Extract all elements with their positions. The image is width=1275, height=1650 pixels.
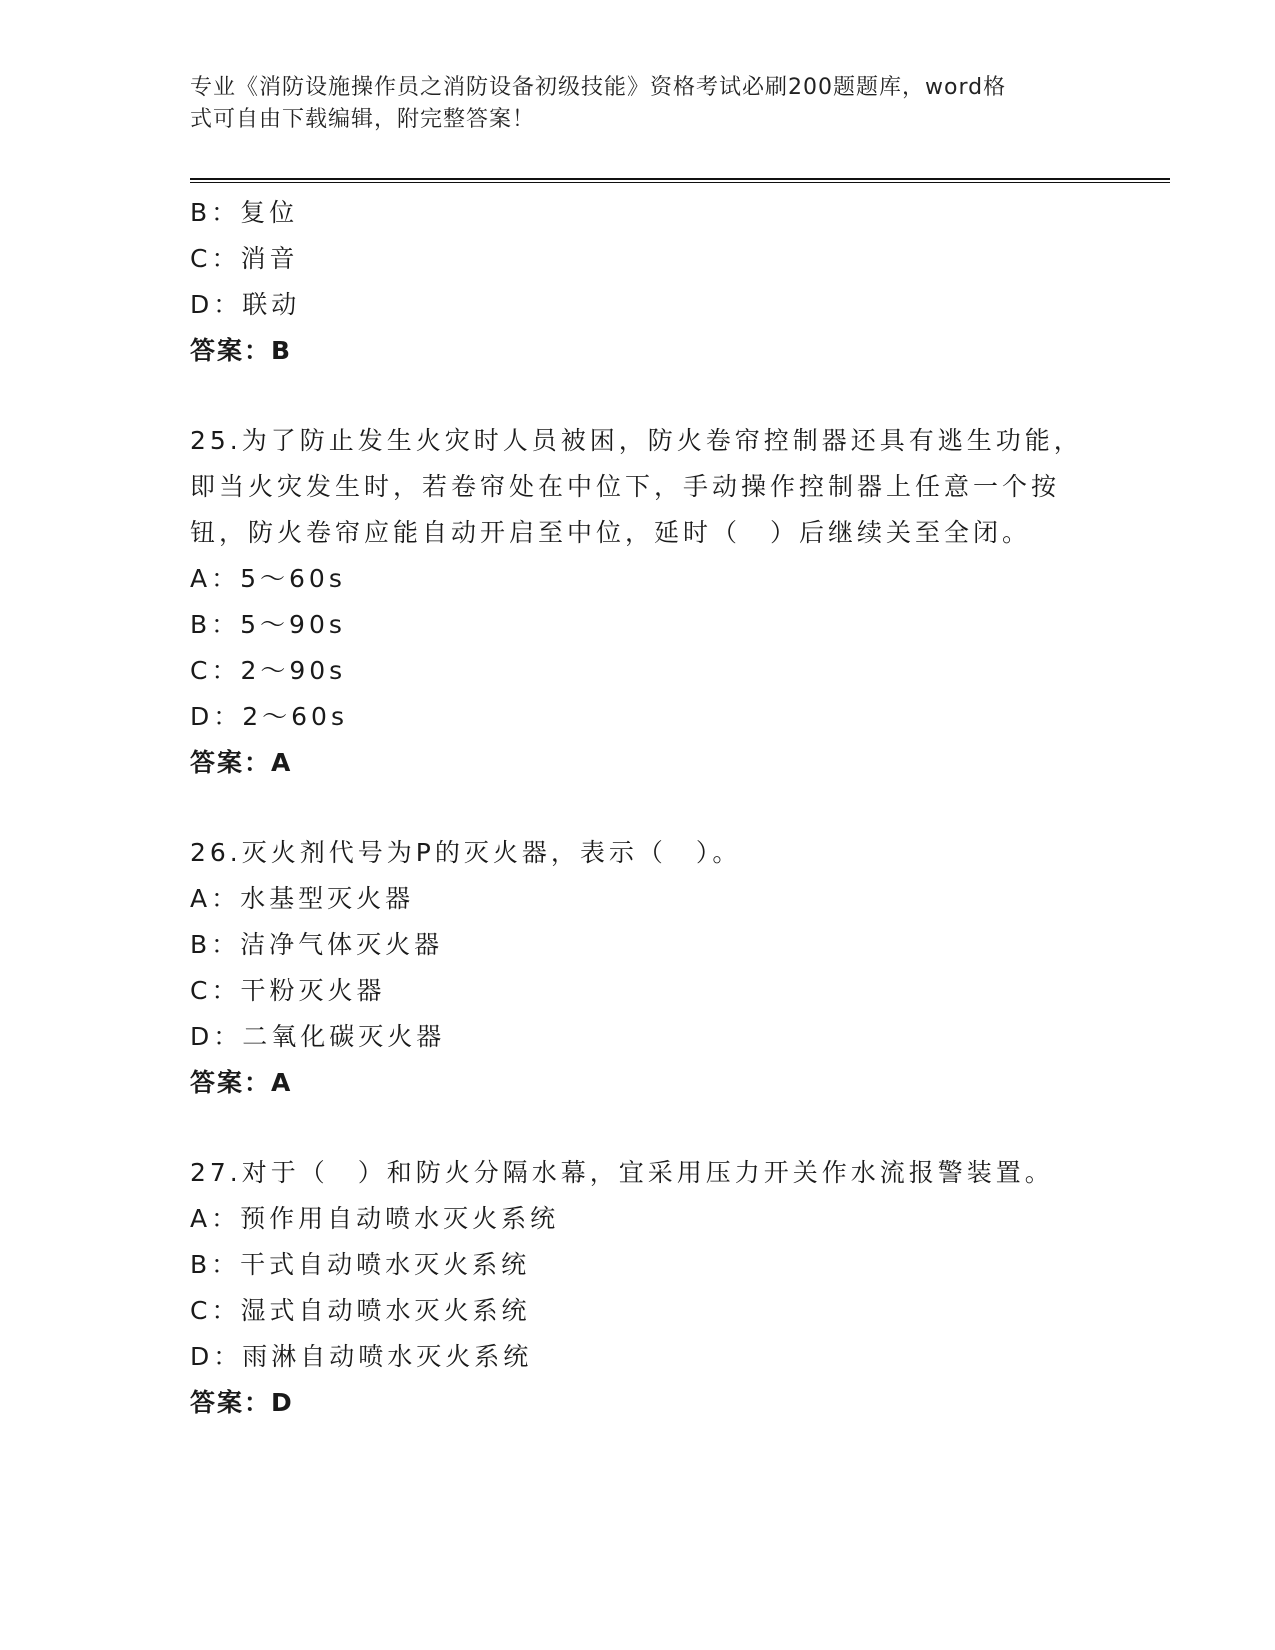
option-b: B：5～90s xyxy=(190,610,346,639)
question-25 xyxy=(190,418,1090,786)
option-c: C：干粉灭火器 xyxy=(190,976,386,1005)
option-b: B：复位 xyxy=(190,198,299,227)
question-27 xyxy=(190,1150,1090,1426)
header-line-2: 式可自由下载编辑，附完整答案！ xyxy=(190,107,536,132)
question-24 xyxy=(190,190,1090,374)
question-stem: 27.对于（ ）和防火分隔水幕，宜采用压力开关作水流报警装置。 xyxy=(190,1158,1054,1187)
option-c: C：湿式自动喷水灭火系统 xyxy=(190,1296,531,1325)
option-a: A：水基型灭火器 xyxy=(190,884,415,913)
question-stem: 钮，防火卷帘应能自动开启至中位，延时（ ）后继续关至全闭。 xyxy=(190,518,1032,547)
option-b: B：干式自动喷水灭火系统 xyxy=(190,1250,531,1279)
page-header xyxy=(190,72,1080,136)
option-d: D：联动 xyxy=(190,290,301,319)
question-26 xyxy=(190,830,1090,1106)
option-d: D：雨淋自动喷水灭火系统 xyxy=(190,1342,533,1371)
option-c: C：消音 xyxy=(190,244,299,273)
question-stem: 25.为了防止发生火灾时人员被困，防火卷帘控制器还具有逃生功能， xyxy=(190,426,1083,455)
answer: 答案：A xyxy=(190,748,293,777)
answer: 答案：A xyxy=(190,1068,293,1097)
answer: 答案：B xyxy=(190,336,293,365)
option-c: C：2～90s xyxy=(190,656,347,685)
document-body xyxy=(190,190,1090,1426)
header-line-1: 专业《消防设施操作员之消防设备初级技能》资格考试必刷200题题库，word格 xyxy=(190,75,1007,100)
question-stem: 即当火灾发生时，若卷帘处在中位下，手动操作控制器上任意一个按 xyxy=(190,472,1061,501)
option-d: D：2～60s xyxy=(190,702,348,731)
option-b: B：洁净气体灭火器 xyxy=(190,930,444,959)
question-stem: 26.灭火剂代号为P的灭火器，表示（ ）。 xyxy=(190,838,742,867)
header-divider xyxy=(190,178,1170,183)
option-d: D：二氧化碳灭火器 xyxy=(190,1022,446,1051)
answer: 答案：D xyxy=(190,1388,294,1417)
option-a: A：预作用自动喷水灭火系统 xyxy=(190,1204,560,1233)
option-a: A：5～60s xyxy=(190,564,346,593)
